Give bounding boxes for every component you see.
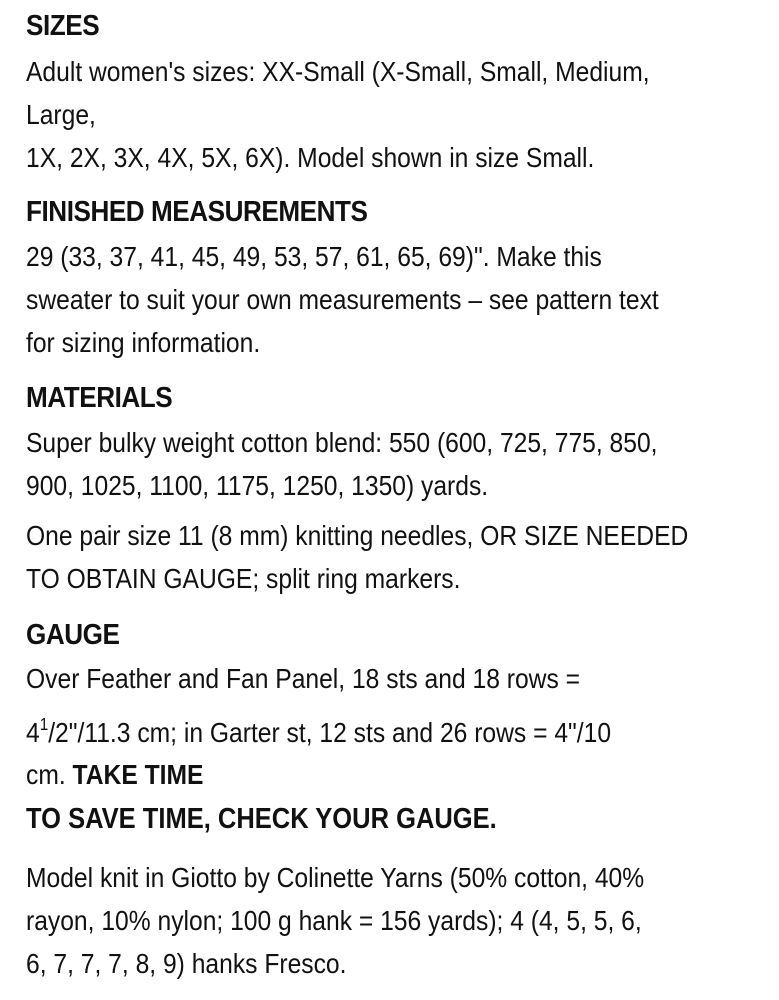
gauge-line-2	[26, 711, 611, 754]
finished-line-3: for sizing information.	[26, 327, 261, 358]
materials-line-3: One pair size 11 (8 mm) knitting needles, OR SIZE NEEDED	[26, 520, 689, 551]
check-gauge-text: TO SAVE TIME, CHECK YOUR GAUGE.	[26, 803, 497, 835]
model-line-3: 6, 7, 7, 7, 8, 9) hanks Fresco.	[26, 948, 347, 979]
gauge-fraction-whole: 4	[26, 717, 40, 748]
sizes-line-1: Adult women's sizes: XX-Small (X-Small, Small, Medium,	[26, 56, 650, 87]
model-line-2: rayon, 10% nylon; 100 g hank = 156 yards); 4 (4, 5, 5, 6,	[26, 905, 642, 936]
materials-heading: MATERIALS	[26, 382, 173, 414]
sizes-heading: SIZES	[26, 10, 100, 42]
sizes-line-2: Large,	[26, 99, 96, 130]
model-line-1: Model knit in Giotto by Colinette Yarns (50% cotton, 40%	[26, 862, 645, 893]
finished-line-2: sweater to suit your own measurements – see pattern text	[26, 284, 659, 315]
take-time-text: TAKE TIME	[72, 759, 204, 790]
gauge-heading: GAUGE	[26, 619, 120, 651]
materials-line-2: 900, 1025, 1100, 1175, 1250, 1350) yards.	[26, 470, 489, 501]
finished-measurements-heading: FINISHED MEASUREMENTS	[26, 196, 368, 228]
sizes-line-3: 1X, 2X, 3X, 4X, 5X, 6X). Model shown in size Small.	[26, 142, 595, 173]
gauge-line-3-text: cm.	[26, 759, 73, 790]
materials-line-1: Super bulky weight cotton blend: 550 (600, 725, 775, 850,	[26, 427, 658, 458]
finished-line-1: 29 (33, 37, 41, 45, 49, 53, 57, 61, 65, 69)". Make this	[26, 241, 602, 272]
gauge-line-1: Over Feather and Fan Panel, 18 sts and 18 rows =	[26, 663, 581, 694]
gauge-line-3	[26, 753, 203, 796]
gauge-fraction-superscript: 1	[39, 713, 49, 734]
materials-line-4: TO OBTAIN GAUGE; split ring markers.	[26, 563, 461, 594]
gauge-line-2-rest: /2"/11.3 cm; in Garter st, 12 sts and 26 rows = 4"/10	[48, 717, 612, 748]
